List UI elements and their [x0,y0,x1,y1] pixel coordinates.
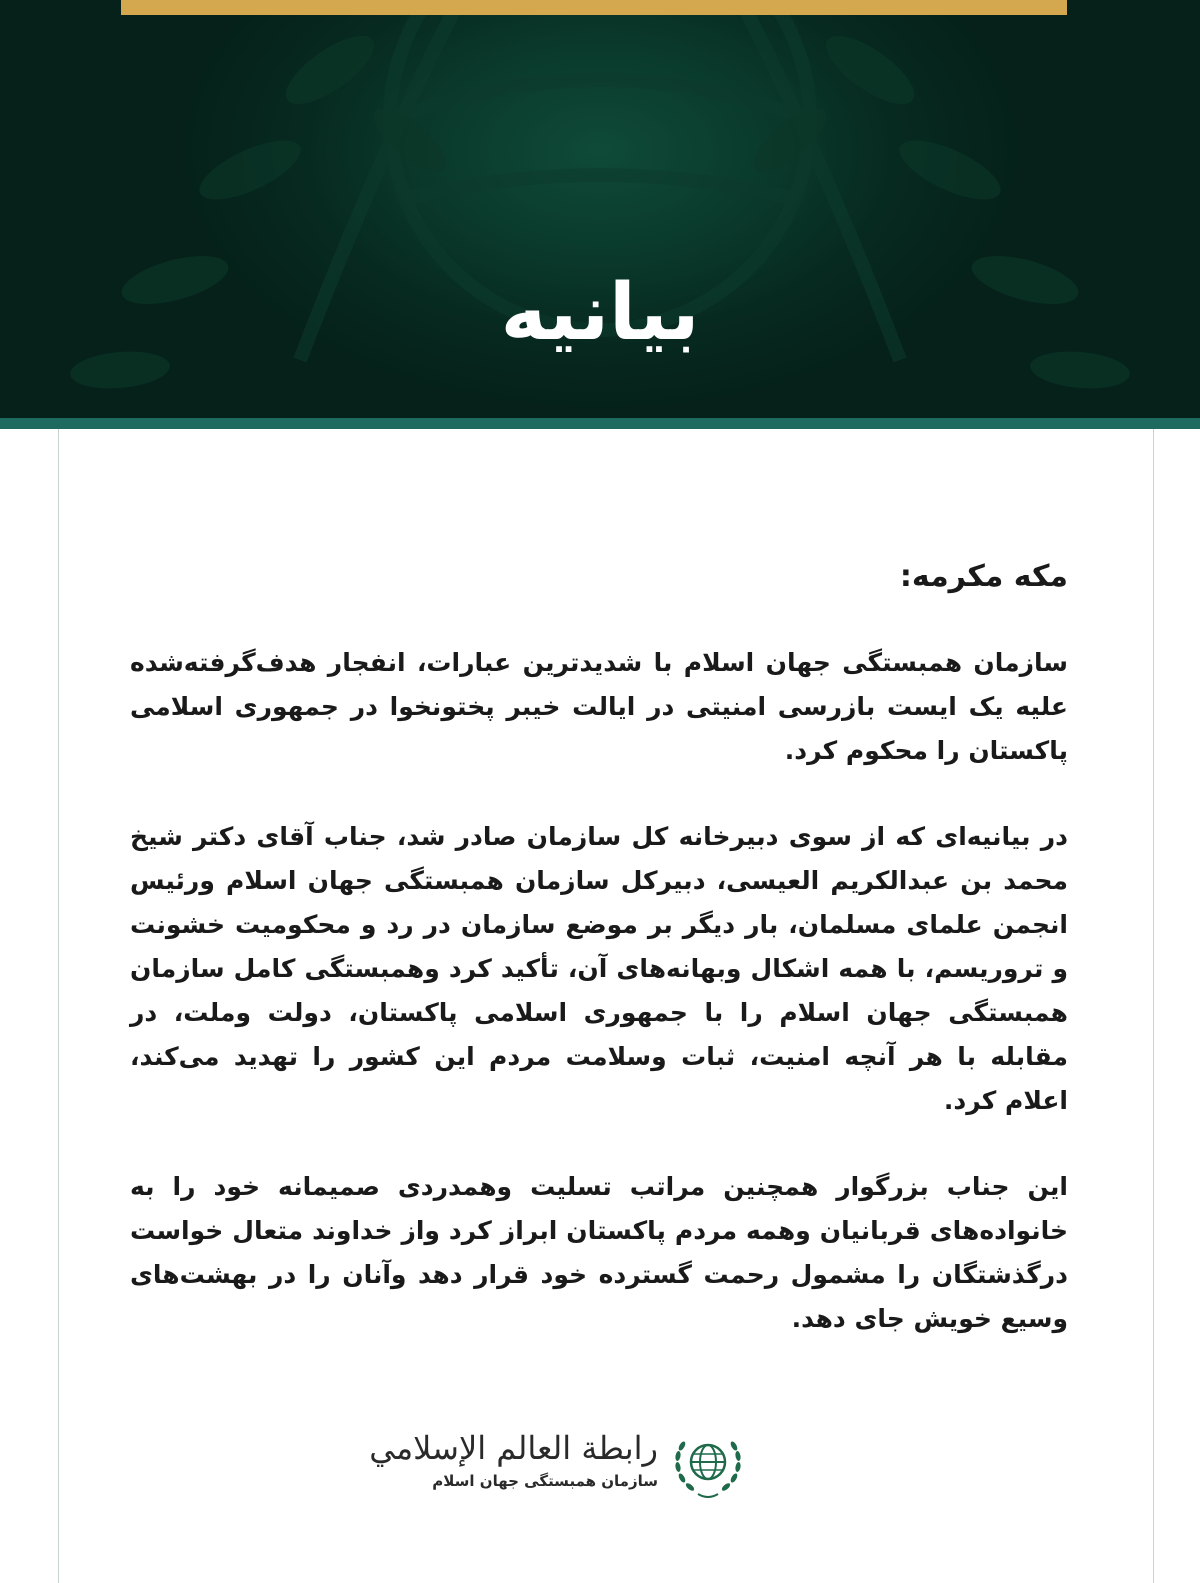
gold-top-bar [121,0,1067,15]
paragraph-3: این جناب بزرگوار همچنین مراتب تسلیت وهمدردی صمیمانه خود را به خانواده‌های قربانیان وهمه مردم پاکستان ابراز کرد واز خداوند متعال خواست درگذشتگان را مشمول رحمت گسترده خود قرار دهد وآنان را در بهشت‌های وسیع خویش جای دهد. [130,1172,1068,1333]
logo-text [369,1426,658,1506]
header-banner [0,0,1200,418]
salutation: مکه مکرمه: [899,559,1068,594]
organization-logo [369,1426,746,1506]
logo-persian-name: سازمان همبستگی جهان اسلام [432,1472,658,1490]
page-title: بیانیه [500,268,700,358]
paragraph-1: سازمان همبستگی جهان اسلام با شدیدترین عبارات، انفجار هدف‌گرفته‌شده علیه یک ایست بازرسی امنیتی در ایالت خیبر پختونخوا در جمهوری اسلامی پاکستان را محکوم کرد. [130,648,1068,765]
statement-body [130,555,1068,1383]
logo-arabic-name: رابطة العالم الإسلامي [369,1429,658,1467]
frame-right-border [1153,429,1154,1583]
globe-wreath-icon [670,1426,746,1502]
frame-left-border [58,429,59,1583]
paragraph-2: در بیانیه‌ای که از سوی دبیرخانه کل سازمان صادر شد، جناب آقای دکتر شیخ محمد بن عبدالکریم العیسی، دبیرکل سازمان همبستگی جهان اسلام ورئیس انجمن علمای مسلمان، بار دیگر بر موضع سازمان در رد و محکومیت خشونت و تروریسم، با همه اشکال وبهانه‌های آن، تأکید کرد وهمبستگی کامل سازمان همبستگی جهان اسلام را با جمهوری اسلامی پاکستان، دولت وملت، در مقابله با هر آنچه امنیت، ثبات وسلامت مردم این کشور را تهدید می‌کند، اعلام کرد. [130,822,1068,1115]
header-divider [0,418,1200,429]
